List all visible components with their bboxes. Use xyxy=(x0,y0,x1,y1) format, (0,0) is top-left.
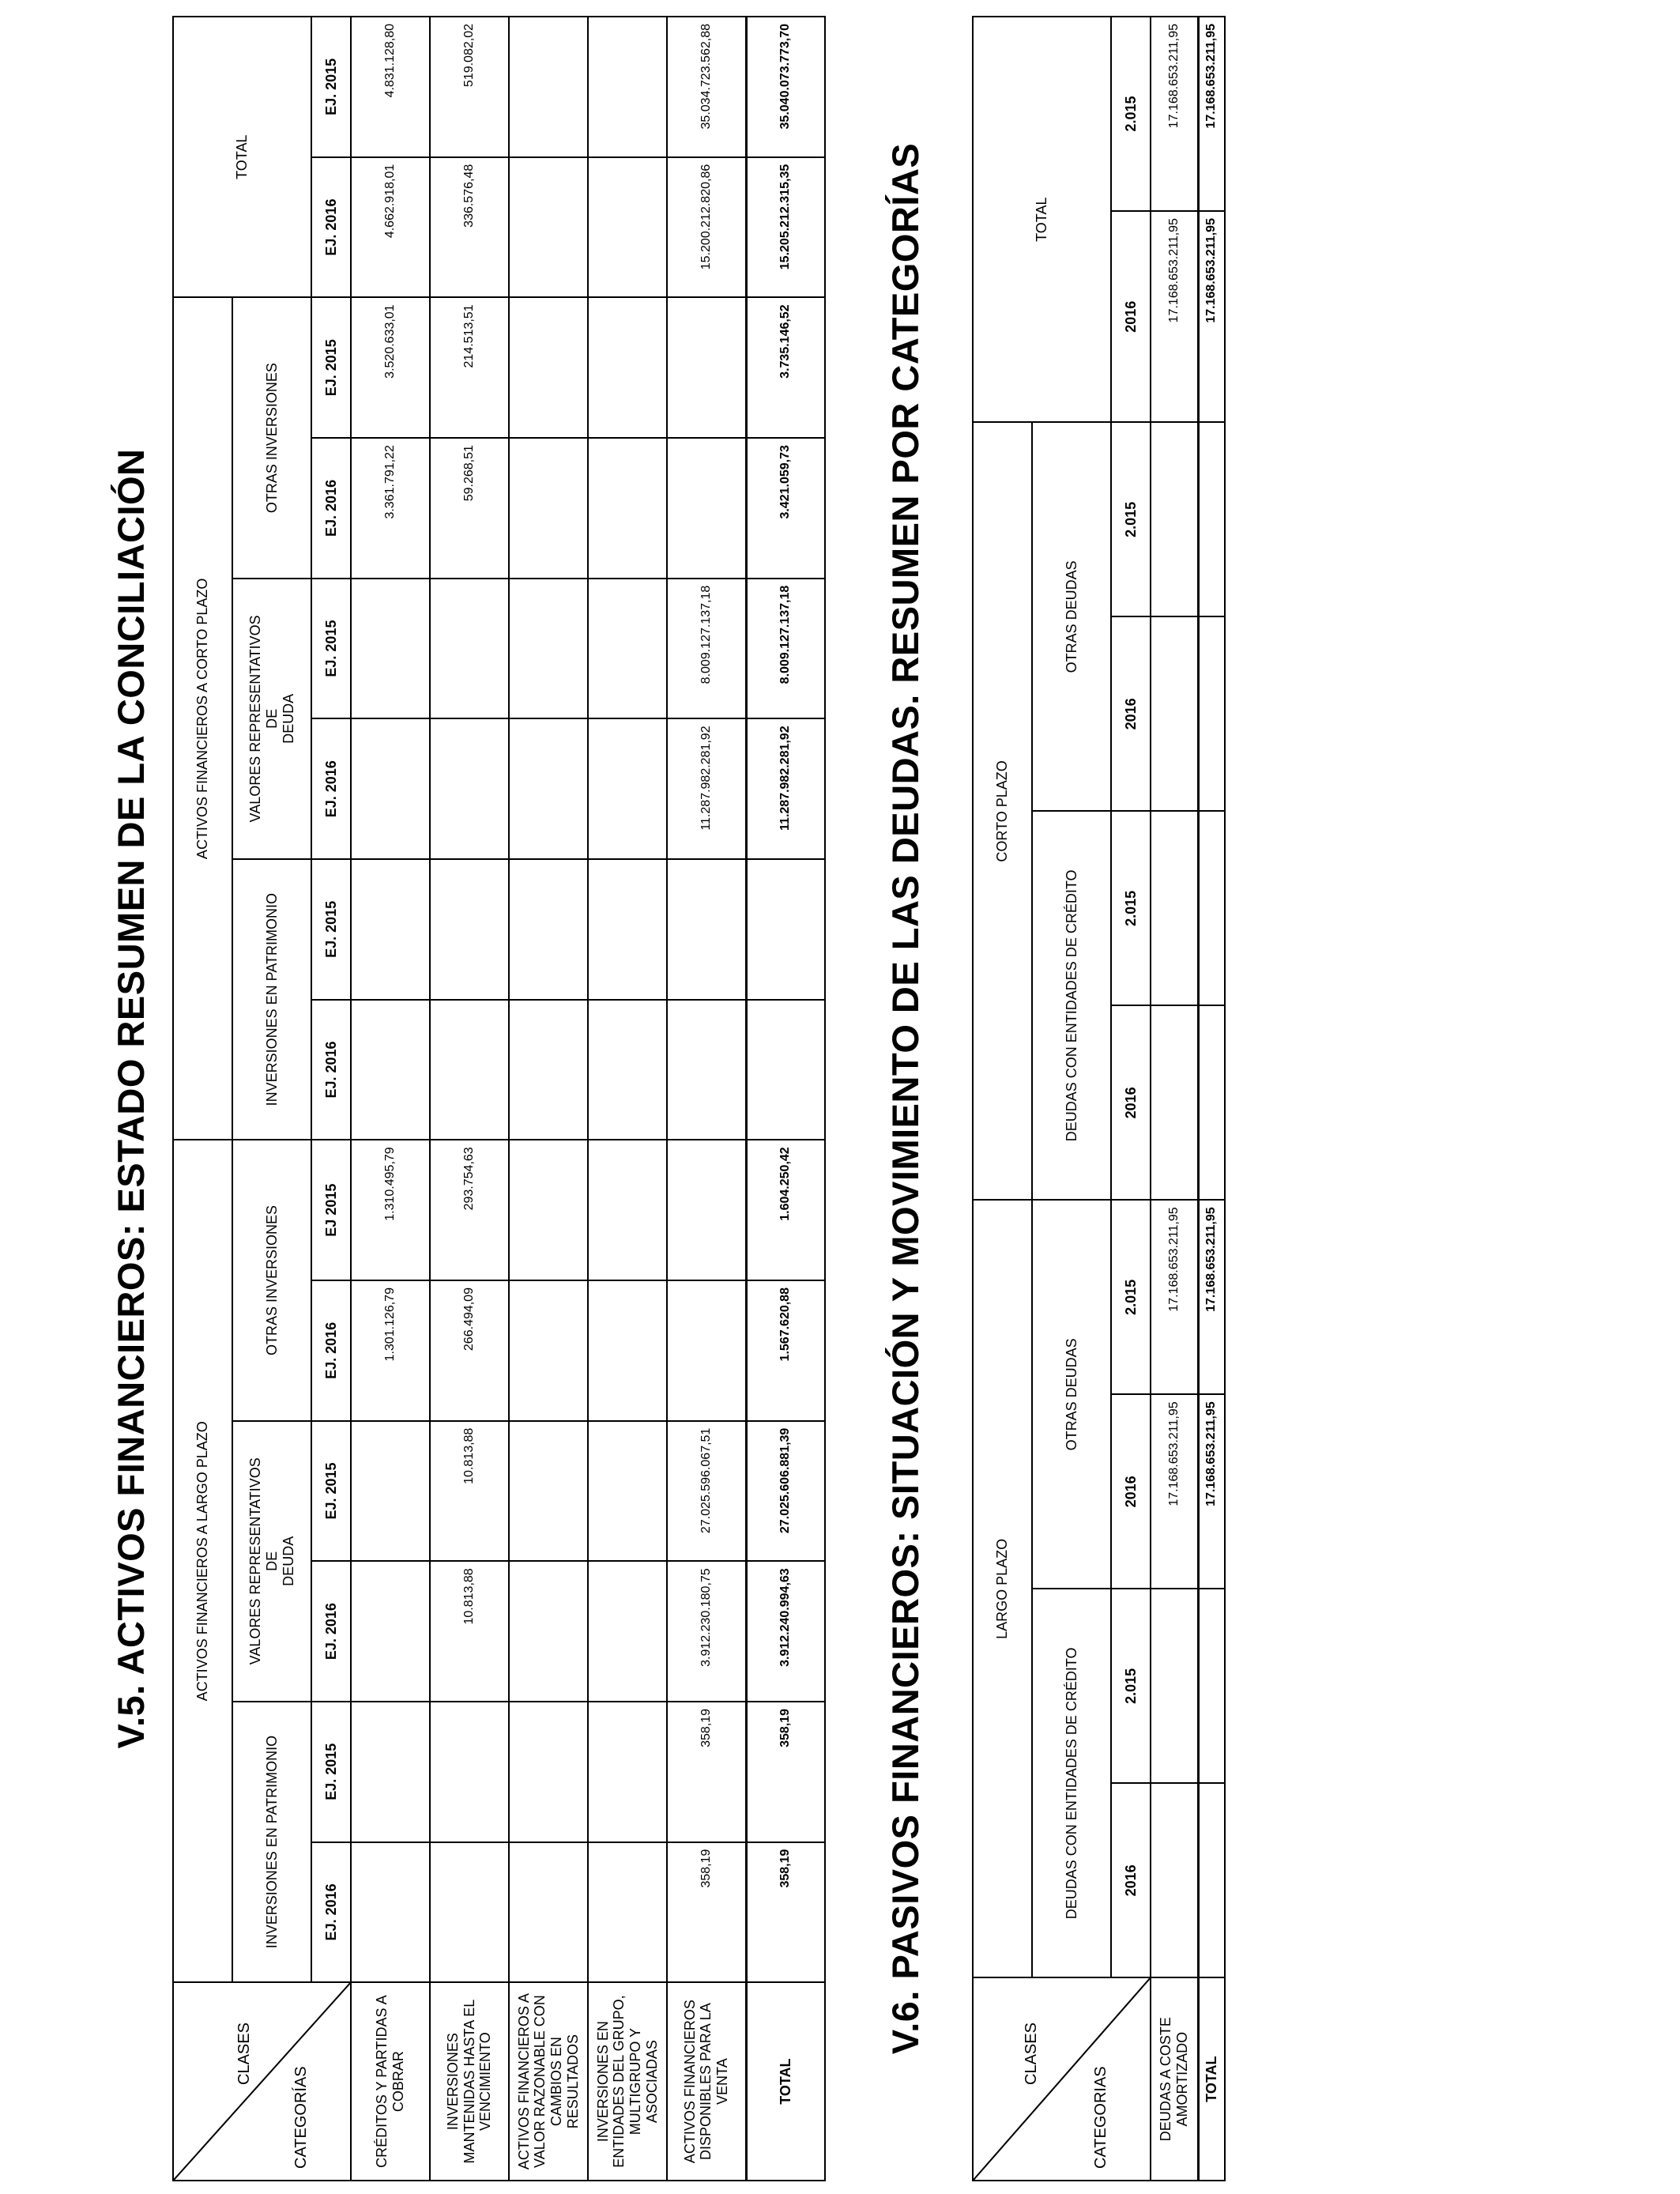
cell xyxy=(351,1561,430,1702)
year-2015: 2.015 xyxy=(1111,811,1151,1005)
cell xyxy=(509,1140,588,1280)
year-2015: 2.015 xyxy=(1111,1589,1151,1783)
group-total-2: TOTAL xyxy=(973,17,1111,422)
total-row-2 xyxy=(1198,17,1225,2181)
row-label: ACTIVOS FINANCIEROS DISPONIBLES PARA LA VENTA xyxy=(667,1982,746,2181)
total-cell: 11.287.982.281,92 xyxy=(746,718,825,859)
year-2016: EJ. 2016 xyxy=(311,157,351,298)
sub-valores-lp-line2: DE xyxy=(263,1551,280,1571)
group-corto-plazo-2: CORTO PLAZO xyxy=(973,422,1032,1200)
cell xyxy=(1151,1005,1198,1200)
year-2015: 2.015 xyxy=(1111,1200,1151,1394)
cell xyxy=(588,1280,667,1421)
corner-header xyxy=(173,1982,351,2181)
activos-table xyxy=(172,16,826,2181)
sub-entidades-lp: DEUDAS CON ENTIDADES DE CRÉDITO xyxy=(1032,1589,1111,1977)
group-largo-plazo-2: LARGO PLAZO xyxy=(973,1200,1032,1977)
cell xyxy=(588,1842,667,1983)
corner-clases-label: CLASES xyxy=(235,2022,253,2085)
cell xyxy=(588,579,667,719)
cell xyxy=(509,1000,588,1140)
row-label: DEUDAS A COSTE AMORTIZADO xyxy=(1151,1977,1198,2181)
year-2016: 2016 xyxy=(1111,1394,1151,1589)
table-row xyxy=(509,17,588,2181)
sub-patrimonio-lp: INVERSIONES EN PATRIMONIO xyxy=(232,1702,311,1982)
total-cell xyxy=(1198,1783,1225,1977)
total-label-2: TOTAL xyxy=(1198,1977,1225,2181)
cell xyxy=(588,17,667,157)
cell: 8.009.127.137,18 xyxy=(667,579,746,719)
cell xyxy=(1151,811,1198,1005)
cell xyxy=(509,718,588,859)
cell: 17.168.653.211,95 xyxy=(1151,1200,1198,1394)
cell xyxy=(588,1421,667,1562)
sub-otras-deudas-lp: OTRAS DEUDAS xyxy=(1032,1200,1111,1589)
year-2015: EJ. 2015 xyxy=(311,17,351,157)
section1-title: V.5. ACTIVOS FINANCIEROS: ESTADO RESUMEN DE LA CONCILIACIÓN xyxy=(109,448,152,1749)
total-cell: 3.421.059,73 xyxy=(746,438,825,579)
year-2015: EJ. 2015 xyxy=(311,859,351,1000)
year-2016: 2016 xyxy=(1111,1005,1151,1200)
cell: 15.200.212.820,86 xyxy=(667,157,746,298)
group-largo-plazo: ACTIVOS FINANCIEROS A LARGO PLAZO xyxy=(173,1140,232,1982)
row-label: INVERSIONES MANTENIDAS HASTA EL VENCIMIENTO xyxy=(430,1982,509,2181)
sub-valores-cp xyxy=(232,579,311,859)
cell xyxy=(351,718,430,859)
total-cell: 17.168.653.211,95 xyxy=(1198,211,1225,422)
cell xyxy=(1151,422,1198,616)
cell xyxy=(509,297,588,438)
cell xyxy=(667,859,746,1000)
corner-diagonal xyxy=(174,1983,350,2180)
cell xyxy=(509,157,588,298)
cell xyxy=(509,438,588,579)
cell xyxy=(509,1280,588,1421)
cell xyxy=(667,1140,746,1280)
total-row xyxy=(746,17,825,2181)
sub-patrimonio-cp: INVERSIONES EN PATRIMONIO xyxy=(232,859,311,1140)
year-2016: EJ. 2016 xyxy=(311,1280,351,1421)
total-cell xyxy=(1198,811,1225,1005)
group-total: TOTAL xyxy=(173,17,311,297)
row-label: ACTIVOS FINANCIEROS A VALOR RAZONABLE CON CAMBIOS EN RESULTADOS xyxy=(509,1982,588,2181)
cell xyxy=(1151,1589,1198,1783)
total-cell: 17.168.653.211,95 xyxy=(1198,1394,1225,1589)
sub-valores-lp-line1: VALORES REPRESENTATIVOS xyxy=(247,1457,263,1665)
cell: 3.912.230.180,75 xyxy=(667,1561,746,1702)
year-2016: EJ. 2016 xyxy=(311,1842,351,1983)
total-cell: 17.168.653.211,95 xyxy=(1198,17,1225,211)
cell xyxy=(588,859,667,1000)
total-cell: 358,19 xyxy=(746,1702,825,1842)
group-corto-plazo: ACTIVOS FINANCIEROS A CORTO PLAZO xyxy=(173,297,232,1140)
total-cell: 3.735.146,52 xyxy=(746,297,825,438)
cell: 358,19 xyxy=(667,1702,746,1842)
total-cell xyxy=(1198,1589,1225,1783)
cell xyxy=(667,438,746,579)
year-2015: EJ. 2015 xyxy=(311,1702,351,1842)
section-pasivos-financieros xyxy=(838,16,1628,2181)
sub-valores-lp xyxy=(232,1421,311,1702)
sub-otras-lp: OTRAS INVERSIONES xyxy=(232,1140,311,1420)
total-label: TOTAL xyxy=(746,1982,825,2181)
total-cell xyxy=(1198,422,1225,616)
row-label: CRÉDITOS Y PARTIDAS A COBRAR xyxy=(351,1982,430,2181)
cell: 358,19 xyxy=(667,1842,746,1983)
cell xyxy=(351,859,430,1000)
cell xyxy=(509,1561,588,1702)
cell xyxy=(588,157,667,298)
cell xyxy=(667,1000,746,1140)
cell xyxy=(588,718,667,859)
cell xyxy=(430,579,509,719)
cell xyxy=(430,718,509,859)
year-2016: 2016 xyxy=(1111,616,1151,811)
corner-header-2 xyxy=(973,1977,1151,2181)
corner-diagonal-2 xyxy=(974,1978,1150,2180)
cell: 4.831.128,80 xyxy=(351,17,430,157)
cell xyxy=(667,1280,746,1421)
cell xyxy=(1151,1783,1198,1977)
cell: 59.268,51 xyxy=(430,438,509,579)
cell: 3.361.791,22 xyxy=(351,438,430,579)
total-cell: 35.040.073.773,70 xyxy=(746,17,825,157)
cell xyxy=(351,1000,430,1140)
cell: 17.168.653.211,95 xyxy=(1151,1394,1198,1589)
total-cell: 27.025.606.881,39 xyxy=(746,1421,825,1562)
corner-categorias-label-2: CATEGORIAS xyxy=(1092,2066,1109,2169)
cell xyxy=(509,17,588,157)
year-2016: EJ. 2016 xyxy=(311,1000,351,1140)
sub-otras-deudas-cp: OTRAS DEUDAS xyxy=(1032,422,1111,811)
table-row xyxy=(351,17,430,2181)
year-2016: EJ. 2016 xyxy=(311,718,351,859)
corner-clases-label-2: CLASES xyxy=(1023,2022,1040,2085)
total-cell xyxy=(746,1000,825,1140)
year-2015: EJ. 2015 xyxy=(311,1421,351,1562)
sub-valores-cp-line1: VALORES REPRESENTATIVOS xyxy=(247,615,263,823)
total-cell: 1.604.250,42 xyxy=(746,1140,825,1280)
sub-valores-cp-line3: DEUDA xyxy=(280,693,296,744)
cell xyxy=(667,297,746,438)
total-cell: 8.009.127.137,18 xyxy=(746,579,825,719)
year-2015: EJ. 2015 xyxy=(311,297,351,438)
cell: 519.082,02 xyxy=(430,17,509,157)
sub-entidades-cp: DEUDAS CON ENTIDADES DE CRÉDITO xyxy=(1032,811,1111,1200)
cell: 17.168.653.211,95 xyxy=(1151,17,1198,211)
year-2016: 2016 xyxy=(1111,211,1151,422)
cell: 214.513,51 xyxy=(430,297,509,438)
sub-valores-lp-line3: DEUDA xyxy=(280,1536,296,1586)
cell xyxy=(430,859,509,1000)
year-2015: 2.015 xyxy=(1111,17,1151,211)
cell xyxy=(588,438,667,579)
cell: 4.662.918,01 xyxy=(351,157,430,298)
year-2016: 2016 xyxy=(1111,1783,1151,1977)
year-2015: EJ. 2015 xyxy=(311,579,351,719)
total-cell xyxy=(1198,1005,1225,1200)
pasivos-table xyxy=(972,16,1226,2181)
cell: 3.520.633,01 xyxy=(351,297,430,438)
cell xyxy=(588,1561,667,1702)
cell xyxy=(430,1702,509,1842)
year-2015: EJ 2015 xyxy=(311,1140,351,1280)
total-cell: 15.205.212.315,35 xyxy=(746,157,825,298)
cell: 35.034.723.562,88 xyxy=(667,17,746,157)
cell: 266.494,09 xyxy=(430,1280,509,1421)
total-cell: 3.912.240.994,63 xyxy=(746,1561,825,1702)
cell xyxy=(509,1421,588,1562)
cell xyxy=(509,579,588,719)
cell: 336.576,48 xyxy=(430,157,509,298)
total-cell: 17.168.653.211,95 xyxy=(1198,1200,1225,1394)
cell xyxy=(509,1842,588,1983)
table-row xyxy=(667,17,746,2181)
sub-valores-cp-line2: DE xyxy=(263,708,280,729)
corner-categorias-label: CATEGORÍAS xyxy=(292,2066,310,2169)
row-label: INVERSIONES EN ENTIDADES DEL GRUPO, MULTIGRUPO Y ASOCIADAS xyxy=(588,1982,667,2181)
cell xyxy=(509,1702,588,1842)
cell xyxy=(430,1842,509,1983)
cell: 27.025.596.067,51 xyxy=(667,1421,746,1562)
cell xyxy=(588,1000,667,1140)
table-row xyxy=(588,17,667,2181)
total-cell xyxy=(1198,616,1225,811)
year-header-row xyxy=(311,17,351,2181)
cell: 293.754,63 xyxy=(430,1140,509,1280)
table-row xyxy=(430,17,509,2181)
cell: 10.813,88 xyxy=(430,1421,509,1562)
year-2016: EJ. 2016 xyxy=(311,438,351,579)
section-activos-financieros xyxy=(87,16,793,2181)
cell xyxy=(588,297,667,438)
cell xyxy=(588,1140,667,1280)
total-cell: 358,19 xyxy=(746,1842,825,1983)
cell xyxy=(351,1842,430,1983)
cell xyxy=(1151,616,1198,811)
sub-otras-cp: OTRAS INVERSIONES xyxy=(232,297,311,578)
year-header-row-2 xyxy=(1111,17,1151,2181)
year-2015: 2.015 xyxy=(1111,422,1151,616)
cell: 17.168.653.211,95 xyxy=(1151,211,1198,422)
cell: 11.287.982.281,92 xyxy=(667,718,746,859)
cell xyxy=(351,1421,430,1562)
cell xyxy=(588,1702,667,1842)
cell xyxy=(351,579,430,719)
cell: 1.301.126,79 xyxy=(351,1280,430,1421)
table-row xyxy=(1151,17,1198,2181)
cell xyxy=(351,1702,430,1842)
total-cell: 1.567.620,88 xyxy=(746,1280,825,1421)
total-cell xyxy=(746,859,825,1000)
cell: 1.310.495,79 xyxy=(351,1140,430,1280)
section2-title: V.6. PASIVOS FINANCIEROS: SITUACIÓN Y MOVIMIENTO DE LAS DEUDAS. RESUMEN POR CATEGORÍAS xyxy=(883,142,926,2055)
cell: 10.813,88 xyxy=(430,1561,509,1702)
cell xyxy=(509,859,588,1000)
year-2016: EJ. 2016 xyxy=(311,1561,351,1702)
cell xyxy=(430,1000,509,1140)
